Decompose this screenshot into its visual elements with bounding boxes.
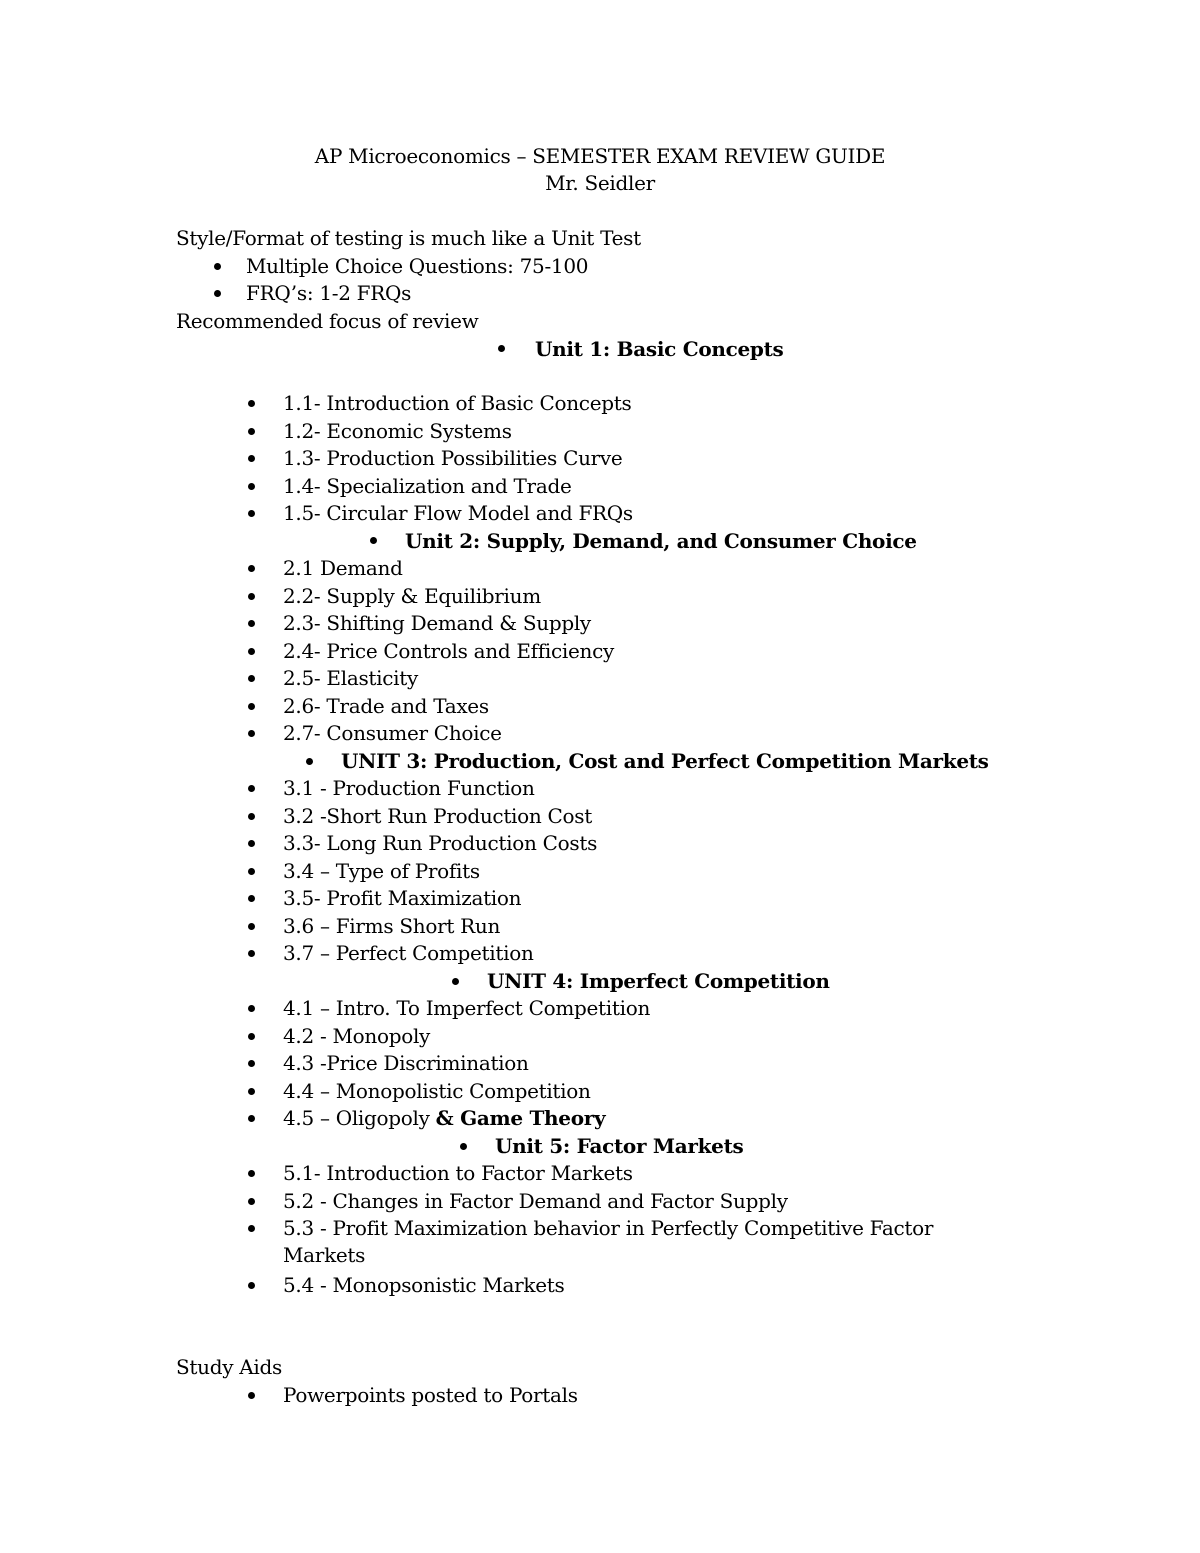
bullet-icon xyxy=(248,1225,255,1232)
bullet-icon xyxy=(248,785,255,792)
bullet-icon xyxy=(248,620,255,627)
bullet-icon xyxy=(248,565,255,572)
topic-item: 3.7 – Perfect Competition xyxy=(283,941,534,965)
topic-item: 3.2 -Short Run Production Cost xyxy=(283,804,592,828)
unit-heading: Unit 5: Factor Markets xyxy=(495,1134,744,1158)
topic-item: 4.2 - Monopoly xyxy=(283,1024,431,1048)
topic-item: 2.2- Supply & Equilibrium xyxy=(283,584,541,608)
topic-item: 2.4- Price Controls and Efficiency xyxy=(283,639,614,663)
topic-item: 5.3 - Profit Maximization behavior in Perfectly Competitive Factor xyxy=(283,1216,934,1240)
bullet-icon xyxy=(248,483,255,490)
bullet-icon xyxy=(248,428,255,435)
bullet-icon xyxy=(248,895,255,902)
topic-item: 1.5- Circular Flow Model and FRQs xyxy=(283,501,633,525)
topic-item: 4.1 – Intro. To Imperfect Competition xyxy=(283,996,651,1020)
bullet-icon xyxy=(248,675,255,682)
bullet-icon xyxy=(248,923,255,930)
topic-item: 4.4 – Monopolistic Competition xyxy=(283,1079,591,1103)
topic-item: 1.3- Production Possibilities Curve xyxy=(283,446,623,470)
bullet-icon xyxy=(248,1170,255,1177)
bullet-icon xyxy=(248,1115,255,1122)
bullet-icon xyxy=(248,813,255,820)
study-aid-item: Powerpoints posted to Portals xyxy=(283,1383,578,1407)
bullet-icon xyxy=(214,290,221,297)
unit-heading: UNIT 4: Imperfect Competition xyxy=(487,969,830,993)
bullet-icon xyxy=(498,345,505,352)
topic-item: 4.3 -Price Discrimination xyxy=(283,1051,529,1075)
document-title: AP Microeconomics – SEMESTER EXAM REVIEW GUIDE xyxy=(314,144,886,168)
topic-item: 3.5- Profit Maximization xyxy=(283,886,522,910)
unit-heading: Unit 1: Basic Concepts xyxy=(535,337,784,361)
topic-item: 2.3- Shifting Demand & Supply xyxy=(283,611,591,635)
bullet-icon xyxy=(248,1005,255,1012)
bullet-icon xyxy=(248,455,255,462)
topic-item-continuation: Markets xyxy=(283,1243,366,1267)
bullet-icon xyxy=(248,510,255,517)
unit-heading: Unit 2: Supply, Demand, and Consumer Choice xyxy=(405,529,917,553)
topic-item: 2.7- Consumer Choice xyxy=(283,721,502,745)
bullet-icon xyxy=(306,758,313,765)
topic-item xyxy=(283,1105,605,1132)
topic-item-bold-text: & Game Theory xyxy=(435,1106,606,1130)
bullet-icon xyxy=(248,840,255,847)
bullet-icon xyxy=(248,730,255,737)
topic-item: 1.1- Introduction of Basic Concepts xyxy=(283,391,632,415)
topic-item: 2.6- Trade and Taxes xyxy=(283,694,489,718)
bullet-icon xyxy=(248,1088,255,1095)
format-item: FRQ’s: 1-2 FRQs xyxy=(246,281,412,305)
bullet-icon xyxy=(370,537,377,544)
bullet-icon xyxy=(248,703,255,710)
study-aids-heading: Study Aids xyxy=(176,1355,282,1379)
bullet-icon xyxy=(248,1392,255,1399)
bullet-icon xyxy=(248,1198,255,1205)
review-intro: Recommended focus of review xyxy=(176,309,479,333)
bullet-icon xyxy=(248,1060,255,1067)
topic-item: 3.6 – Firms Short Run xyxy=(283,914,501,938)
topic-item: 2.5- Elasticity xyxy=(283,666,418,690)
topic-item: 1.4- Specialization and Trade xyxy=(283,474,572,498)
topic-item: 5.1- Introduction to Factor Markets xyxy=(283,1161,633,1185)
bullet-icon xyxy=(248,648,255,655)
topic-item: 2.1 Demand xyxy=(283,556,403,580)
topic-item: 5.2 - Changes in Factor Demand and Factor Supply xyxy=(283,1189,788,1213)
topic-item: 1.2- Economic Systems xyxy=(283,419,512,443)
bullet-icon xyxy=(248,1282,255,1289)
bullet-icon xyxy=(248,868,255,875)
bullet-icon xyxy=(248,1033,255,1040)
topic-item-text: 4.5 – Oligopoly xyxy=(283,1106,436,1130)
bullet-icon xyxy=(248,593,255,600)
format-item: Multiple Choice Questions: 75-100 xyxy=(246,254,589,278)
topic-item: 5.4 - Monopsonistic Markets xyxy=(283,1273,565,1297)
bullet-icon xyxy=(248,950,255,957)
bullet-icon xyxy=(460,1143,467,1150)
unit-heading: UNIT 3: Production, Cost and Perfect Competition Markets xyxy=(341,749,989,773)
format-intro: Style/Format of testing is much like a Unit Test xyxy=(176,226,641,250)
bullet-icon xyxy=(248,400,255,407)
teacher-name: Mr. Seidler xyxy=(545,171,655,195)
bullet-icon xyxy=(452,978,459,985)
topic-item: 3.3- Long Run Production Costs xyxy=(283,831,598,855)
topic-item: 3.4 – Type of Profits xyxy=(283,859,480,883)
topic-item: 3.1 - Production Function xyxy=(283,776,535,800)
bullet-icon xyxy=(214,263,221,270)
